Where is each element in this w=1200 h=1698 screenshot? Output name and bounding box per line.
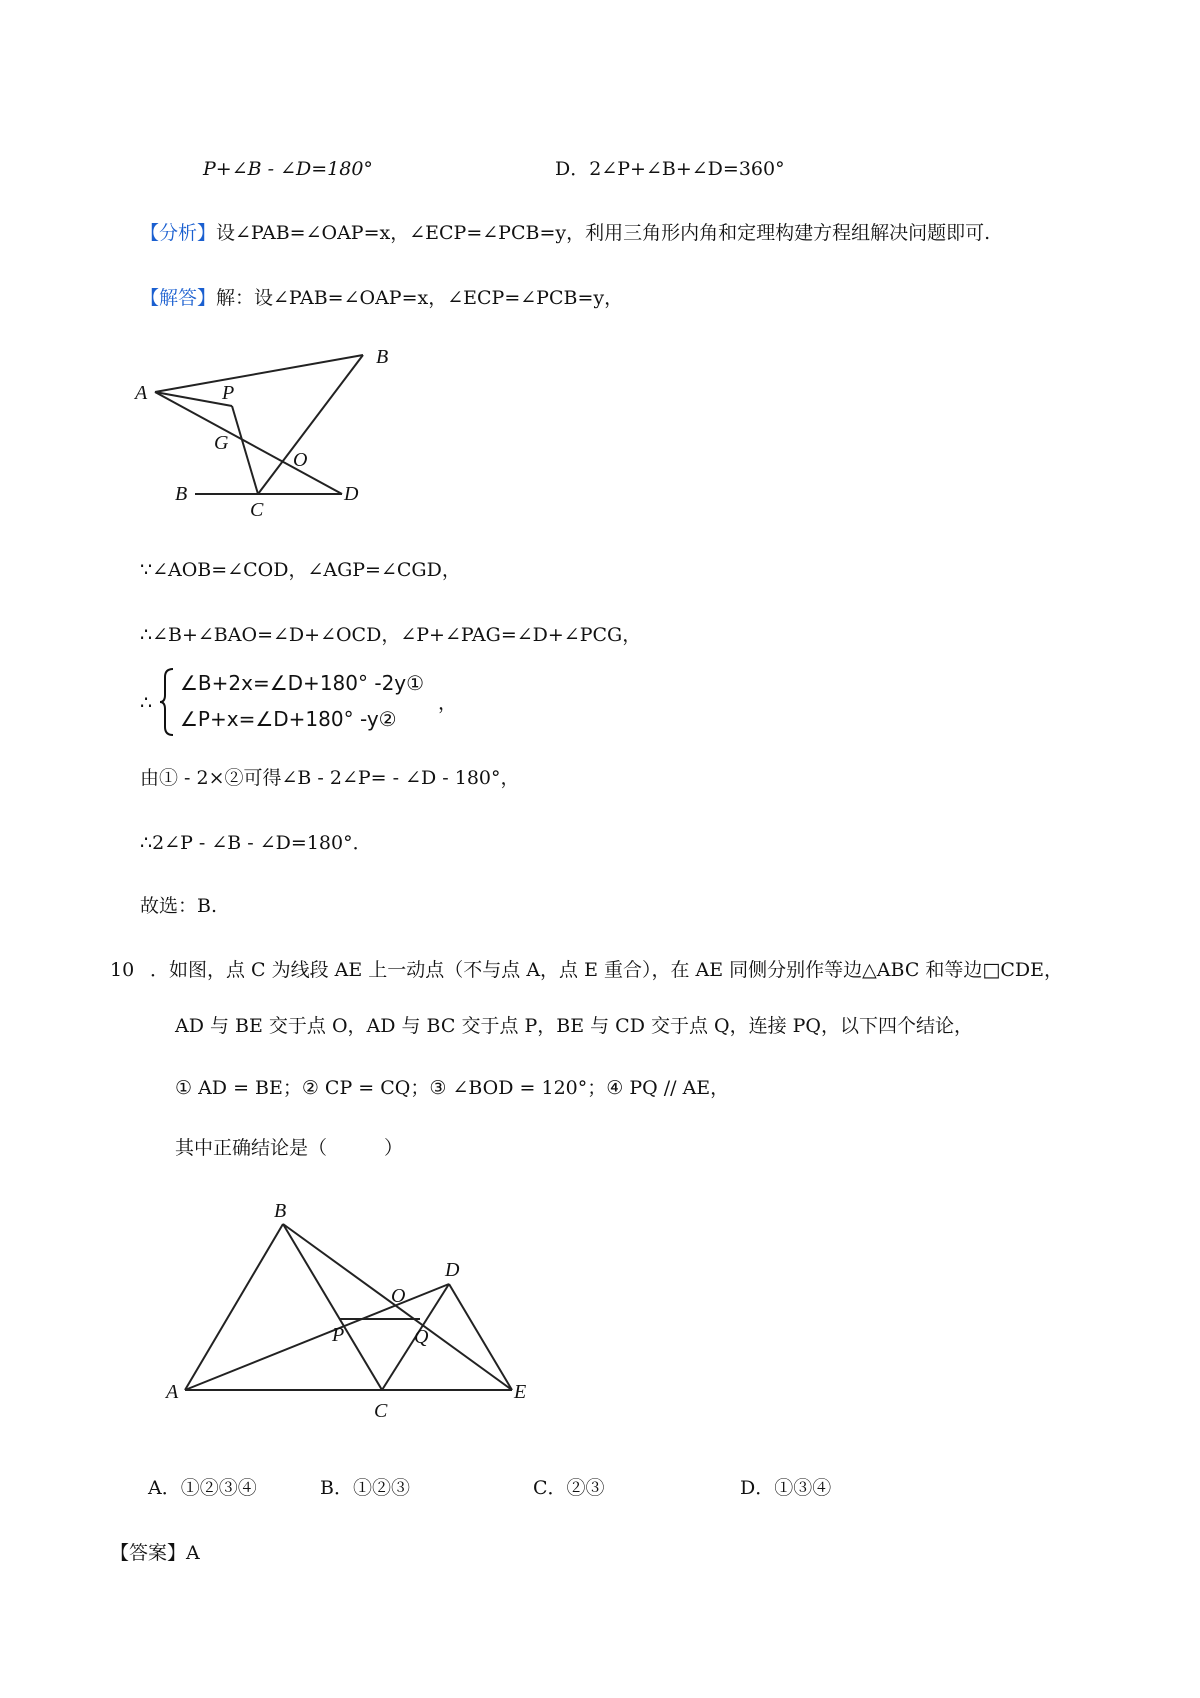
option-b: B．①②③: [320, 1477, 410, 1499]
equation-2: ∠P+x=∠D+180° -y②: [180, 707, 397, 731]
segment-AD: [185, 1284, 449, 1390]
equation-1: ∠B+2x=∠D+180° -2y①: [180, 671, 425, 695]
solution-text: 解：设∠PAB=∠OAP=x，∠ECP=∠PCB=y，: [216, 287, 624, 309]
step-therefore-2: ∴2∠P - ∠B - ∠D=180°．: [140, 832, 372, 854]
answer: 【答案】A: [110, 1542, 200, 1564]
analysis-text: 设∠PAB=∠OAP=x，∠ECP=∠PCB=y，利用三角形内角和定理构建方程组解决问题即可.: [216, 222, 991, 244]
label-B-bottom: B: [175, 483, 188, 505]
segment-PC: [232, 406, 258, 494]
label-B-top: B: [376, 346, 389, 368]
question-10-line-1: ．如图，点 C 为线段 AE 上一动点（不与点 A，点 E 重合），在 AE 同侧分别作等边△ABC 和等边□CDE，: [150, 959, 1063, 981]
segment-AD: [155, 392, 342, 494]
question-10-line-3: ① AD = BE；② CP = CQ；③ ∠BOD = 120°；④ PQ // AE，: [175, 1077, 730, 1099]
analysis-tag: 【分析】: [140, 222, 217, 244]
option-d: D．①③④: [740, 1477, 832, 1499]
question-10-line-2: AD 与 BE 交于点 O，AD 与 BC 交于点 P，BE 与 CD 交于点 Q，连接 PQ，以下四个结论，: [175, 1015, 974, 1037]
option-d-top: D．2∠P+∠B+∠D=360°: [555, 158, 785, 180]
label-D: D: [445, 1259, 460, 1281]
segment-DE: [449, 1284, 512, 1390]
label-D: D: [344, 483, 359, 505]
step-therefore-1: ∴∠B+∠BAO=∠D+∠OCD，∠P+∠PAG=∠D+∠PCG，: [140, 624, 642, 646]
system-brace: [158, 667, 176, 737]
figure-2-diagram: [160, 1195, 540, 1430]
label-A: A: [135, 382, 148, 404]
option-c: C．②③: [533, 1477, 605, 1499]
solution-tag: 【解答】: [140, 287, 217, 309]
label-O: O: [391, 1285, 406, 1307]
label-E: E: [514, 1381, 527, 1403]
segment-AB: [185, 1224, 283, 1390]
label-O: O: [293, 449, 308, 471]
option-a: A．①②③④: [148, 1477, 257, 1499]
figure-1-diagram: [130, 335, 390, 520]
solution-paragraph: [140, 285, 623, 311]
label-C: C: [374, 1400, 388, 1422]
question-10-number: 10: [110, 959, 135, 981]
label-G: G: [214, 432, 229, 454]
label-P: P: [222, 382, 235, 404]
segment-AB: [155, 355, 363, 392]
label-A: A: [166, 1381, 179, 1403]
equation-comma: ，: [438, 692, 458, 714]
segment-CB: [258, 355, 363, 494]
label-C: C: [250, 499, 264, 520]
label-B: B: [274, 1200, 287, 1222]
step-derive: 由① - 2×②可得∠B - 2∠P= - ∠D - 180°，: [140, 767, 520, 789]
label-Q: Q: [414, 1326, 429, 1348]
option-c-partial: P+∠B - ∠D=180°: [203, 158, 373, 180]
label-P: P: [332, 1324, 345, 1346]
segment-BC: [283, 1224, 382, 1390]
step-because: ∵∠AOB=∠COD，∠AGP=∠CGD，: [140, 559, 461, 581]
analysis-paragraph: [140, 220, 990, 246]
question-10-line-4: 其中正确结论是（ ）: [175, 1137, 404, 1159]
therefore-symbol: ∴: [140, 692, 153, 714]
step-choice: 故选：B.: [140, 895, 218, 917]
